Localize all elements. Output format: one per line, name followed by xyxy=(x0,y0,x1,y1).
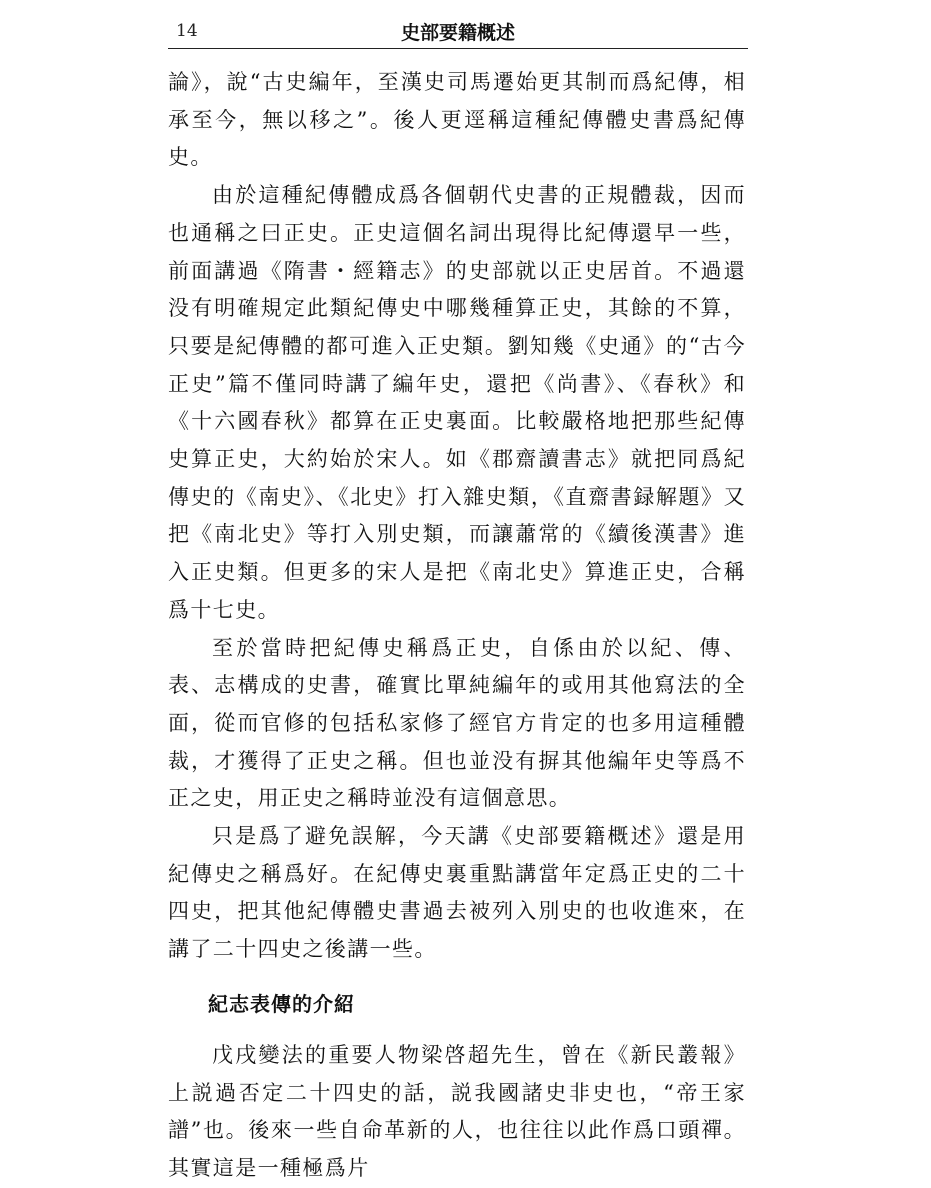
paragraph: 由於這種紀傳體成爲各個朝代史書的正規體裁，因而也通稱之曰正史。正史這個名詞出現得比紀傳還早一些，前面講過《隋書・經籍志》的史部就以正史居首。不過還没有明確規定此類紀傳史中哪幾種算正史，其餘的不算，只要是紀傳體的都可進入正史類。劉知幾《史通》的“古今正史”篇不僅同時講了編年史，還把《尚書》、《春秋》和《十六國春秋》都算在正史裏面。比較嚴格地把那些紀傳史算正史，大約始於宋人。如《郡齋讀書志》就把同爲紀傳史的《南史》、《北史》打入雜史類，《直齋書録解題》又把《南北史》等打入別史類，而讓蕭常的《續後漢書》進入正史類。但更多的宋人是把《南北史》算進正史，合稱爲十七史。 xyxy=(168,183,746,622)
page-header xyxy=(168,14,748,49)
paragraph: 戊戌變法的重要人物梁啓超先生，曾在《新民叢報》上説過否定二十四史的話，説我國諸史非史也，“帝王家譜”也。後來一些自命革新的人，也往往以此作爲口頭禪。其實這是一種極爲片 xyxy=(168,1042,746,1180)
paragraph: 只是爲了避免誤解，今天講《史部要籍概述》還是用紀傳史之稱爲好。在紀傳史裏重點講當年定爲正史的二十四史，把其他紀傳體史書過去被列入別史的也收進來，在講了二十四史之後講一些。 xyxy=(168,824,746,962)
running-title: 史部要籍概述 xyxy=(400,22,515,44)
section-heading: 紀志表傳的介紹 xyxy=(208,991,355,1016)
paragraph: 至於當時把紀傳史稱爲正史，自係由於以紀、傳、表、志構成的史書，確實比單純編年的或用其他寫法的全面，從而官修的包括私家修了經官方肯定的也多用這種體裁，才獲得了正史之稱。但也並没有摒其他編年史等爲不正之史，用正史之稱時並没有這個意思。 xyxy=(168,635,746,811)
page-body xyxy=(168,64,746,1188)
paragraph-continuation: 論》，說“古史編年，至漢史司馬遷始更其制而爲紀傳，相承至今，無以移之”。後人更逕稱這種紀傳體史書爲紀傳史。 xyxy=(168,70,746,170)
page-number: 14 xyxy=(176,21,198,41)
